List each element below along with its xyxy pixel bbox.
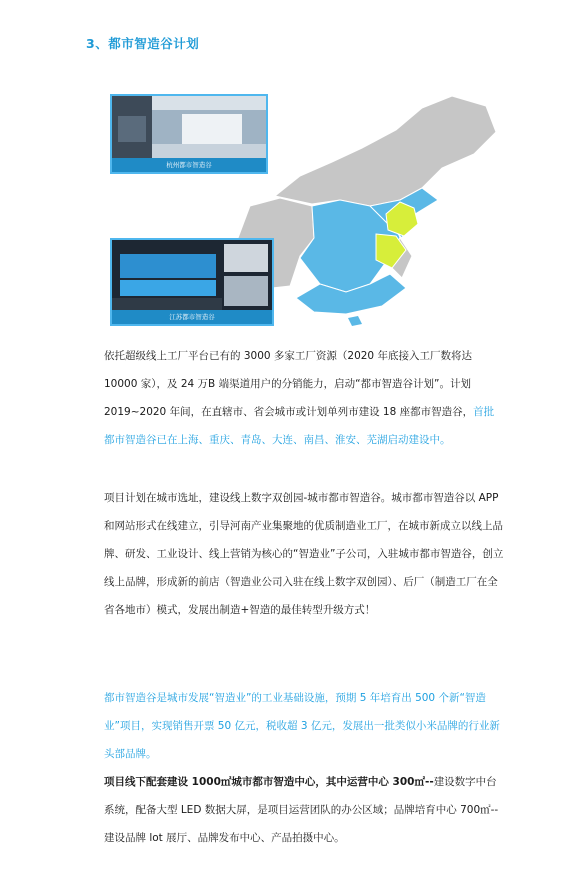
photo-top-caption: 杭州都市智造谷 bbox=[112, 158, 266, 172]
paragraph-intro-text: 依托超级线上工厂平台已有的 3000 多家工厂资源（2020 年底接入工厂数将达 10000 家），及 24 万B 端渠道用户的分销能力，启动“都市智造谷计划”。计划 2019~2020 年间，在直辖市、省会城市或计划单列市建设 18 座都市智造谷， bbox=[104, 350, 474, 418]
photo-smart-valley-top bbox=[110, 94, 268, 174]
paragraph-intro-highlight: 首批都市智造谷已在上海、重庆、青岛、大连、南昌、淮安、芜湖启动建设中。 bbox=[104, 406, 495, 446]
section-heading: 3、都市智造谷计划 bbox=[86, 36, 200, 51]
offline-center-bold-2: 其中运营中心 300㎡-- bbox=[325, 776, 434, 788]
paragraph-intro bbox=[104, 342, 504, 454]
china-map-figure bbox=[100, 88, 520, 328]
offline-center-text: 建设数字中台系统，配备大型 LED 数据大屏，是项目运营团队的办公区域；品牌培育中心 700㎡--建设品牌 lot 展厅、品牌发布中心、产品拍摄中心。 bbox=[104, 776, 499, 844]
offline-center-bold-1: 项目线下配套建设 1000㎡城市都市智造中心， bbox=[104, 776, 326, 788]
map-region-hainan bbox=[348, 316, 362, 326]
photo-smart-valley-bottom bbox=[110, 238, 274, 326]
photo-bottom-caption: 江苏都市智造谷 bbox=[112, 310, 272, 324]
map-region-north bbox=[275, 96, 496, 206]
paragraph-project-plan: 项目计划在城市选址，建设线上数字双创园-城市都市智造谷。城市都市智造谷以 APP 和网站形式在线建立，引导河南产业集聚地的优质制造业工厂，在城市新成立以线上品牌、研发、工业设计、线上营销为核心的“智造业”子公司，入驻城市都市智造谷，创立线上品牌，形成新的前店（智造业公司入驻在线上数字双创园）、后厂（制造工厂在全省各地市）模式，发展出制造+智造的最佳转型升级方式！ bbox=[104, 492, 504, 616]
paragraph-offline-center bbox=[104, 768, 504, 852]
paragraph-goals: 都市智造谷是城市发展“智造业”的工业基础设施，预期 5 年培育出 500 个新“智造业”项目，实现销售开票 50 亿元，税收超 3 亿元，发展出一批类似小米品牌的行业新头部品牌。 bbox=[104, 692, 500, 760]
